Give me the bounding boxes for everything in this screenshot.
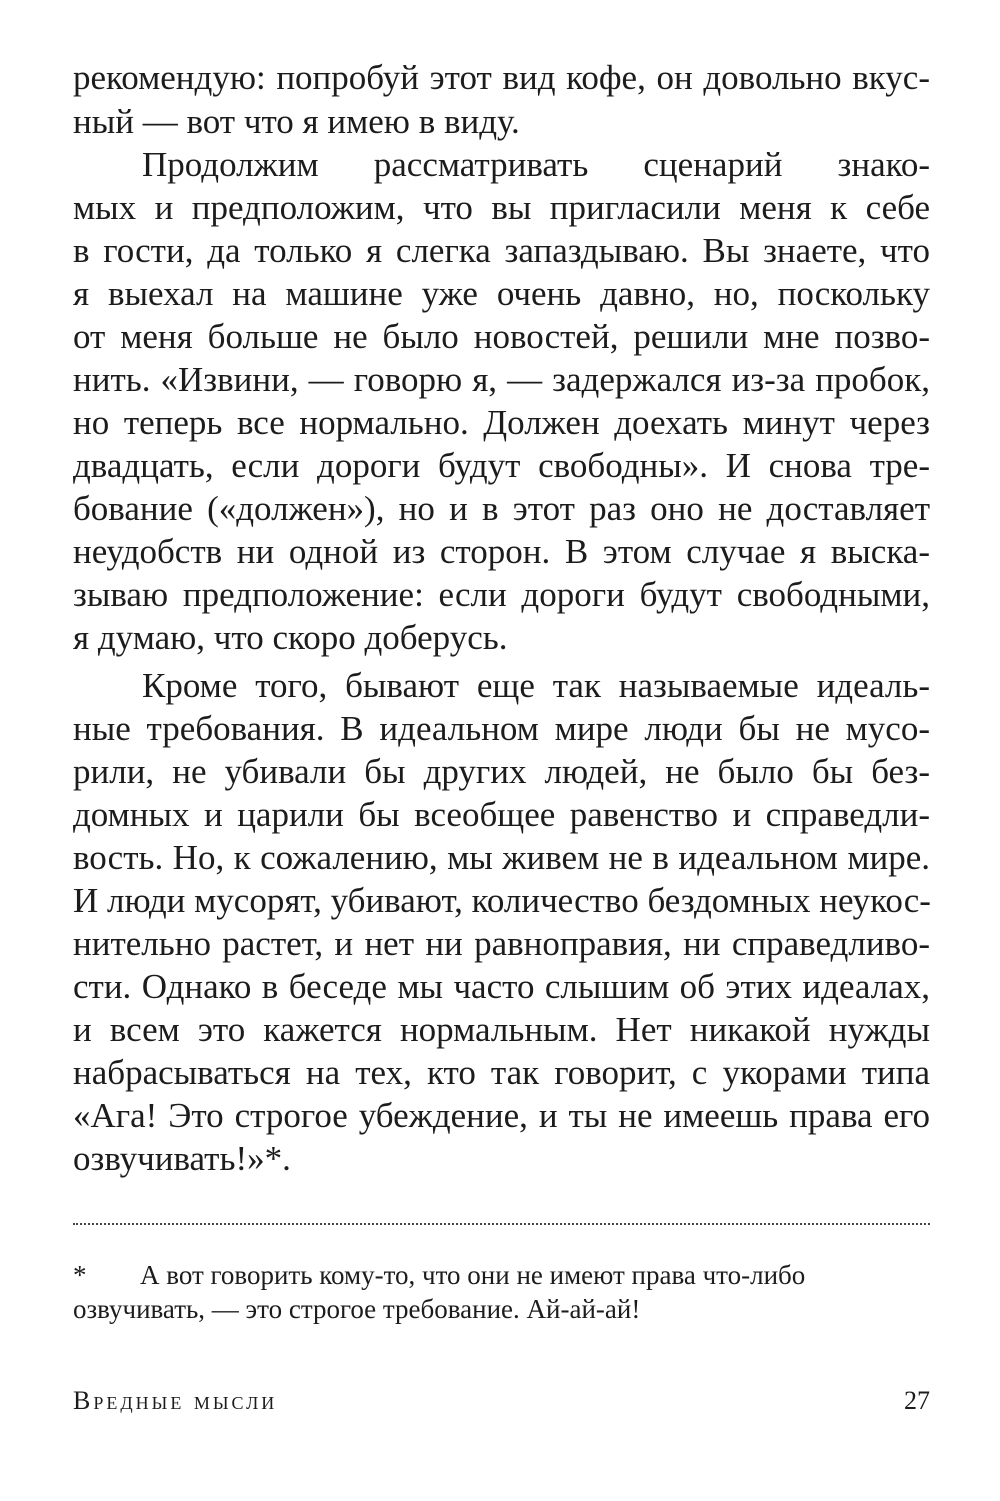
body-line-3: Продолжим рассматривать сценарий знако- [142, 145, 930, 184]
body-line-10: двадцать, если дороги будут свободны». И снова тре- [73, 446, 930, 485]
body-line-23: и всем это кажется нормальным. Нет никакой нужды [73, 1010, 930, 1049]
body-line-9: но теперь все нормально. Должен доехать минут через [73, 403, 930, 442]
page-number: 27 [904, 1386, 930, 1415]
body-line-4: мых и предположим, что вы пригласили меня к себе [73, 188, 930, 227]
running-footer-title: Вредные мысли [73, 1386, 278, 1415]
body-line-8: нить. «Извини, — говорю я, — задержался из-за пробок, [73, 360, 930, 399]
body-line-12: неудобств ни одной из сторон. В этом случае я выска- [73, 532, 930, 571]
body-line-17: рили, не убивали бы других людей, не было бы без- [73, 752, 930, 791]
body-line-20: И люди мусорят, убивают, количество бездомных неукос- [73, 881, 931, 920]
footnote-line-1: А вот говорить кому-то, что они не имеют права что-либо [140, 1260, 806, 1290]
footnote-line-2: озвучивать, — это строгое требование. Ай-ай-ай! [73, 1294, 641, 1324]
footnote-divider [73, 1223, 930, 1225]
body-line-16: ные требования. В идеальном мире люди бы не мусо- [73, 709, 930, 748]
body-line-14: я думаю, что скоро доберусь. [73, 618, 508, 657]
body-line-11: бование («должен»), но и в этот раз оно не доставляет [73, 489, 930, 528]
body-line-13: зываю предположение: если дороги будут свободными, [73, 575, 930, 614]
body-line-26: озвучивать!»*. [73, 1139, 291, 1178]
body-line-6: я выехал на машине уже очень давно, но, поскольку [73, 274, 930, 313]
body-line-2: ный — вот что я имею в виду. [73, 102, 520, 141]
body-line-7: от меня больше не было новостей, решили мне позво- [73, 317, 930, 356]
body-line-19: вость. Но, к сожалению, мы живем не в идеальном мире. [73, 838, 930, 877]
body-line-21: нительно растет, и нет ни равноправия, ни справедливо- [73, 924, 930, 963]
body-line-15: Кроме того, бывают еще так называемые идеаль- [142, 666, 930, 705]
body-line-1: рекомендую: попробуй этот вид кофе, он довольно вкус- [73, 58, 930, 97]
body-line-24: набрасываться на тех, кто так говорит, с укорами типа [73, 1053, 930, 1092]
body-line-5: в гости, да только я слегка запаздываю. Вы знаете, что [73, 231, 930, 270]
body-line-22: сти. Однако в беседе мы часто слышим об этих идеалах, [73, 967, 930, 1006]
body-line-18: домных и царили бы всеобщее равенство и справедли- [73, 795, 930, 834]
body-line-25: «Ага! Это строгое убеждение, и ты не имеешь права его [73, 1096, 930, 1135]
footnote-marker: * [73, 1260, 87, 1290]
